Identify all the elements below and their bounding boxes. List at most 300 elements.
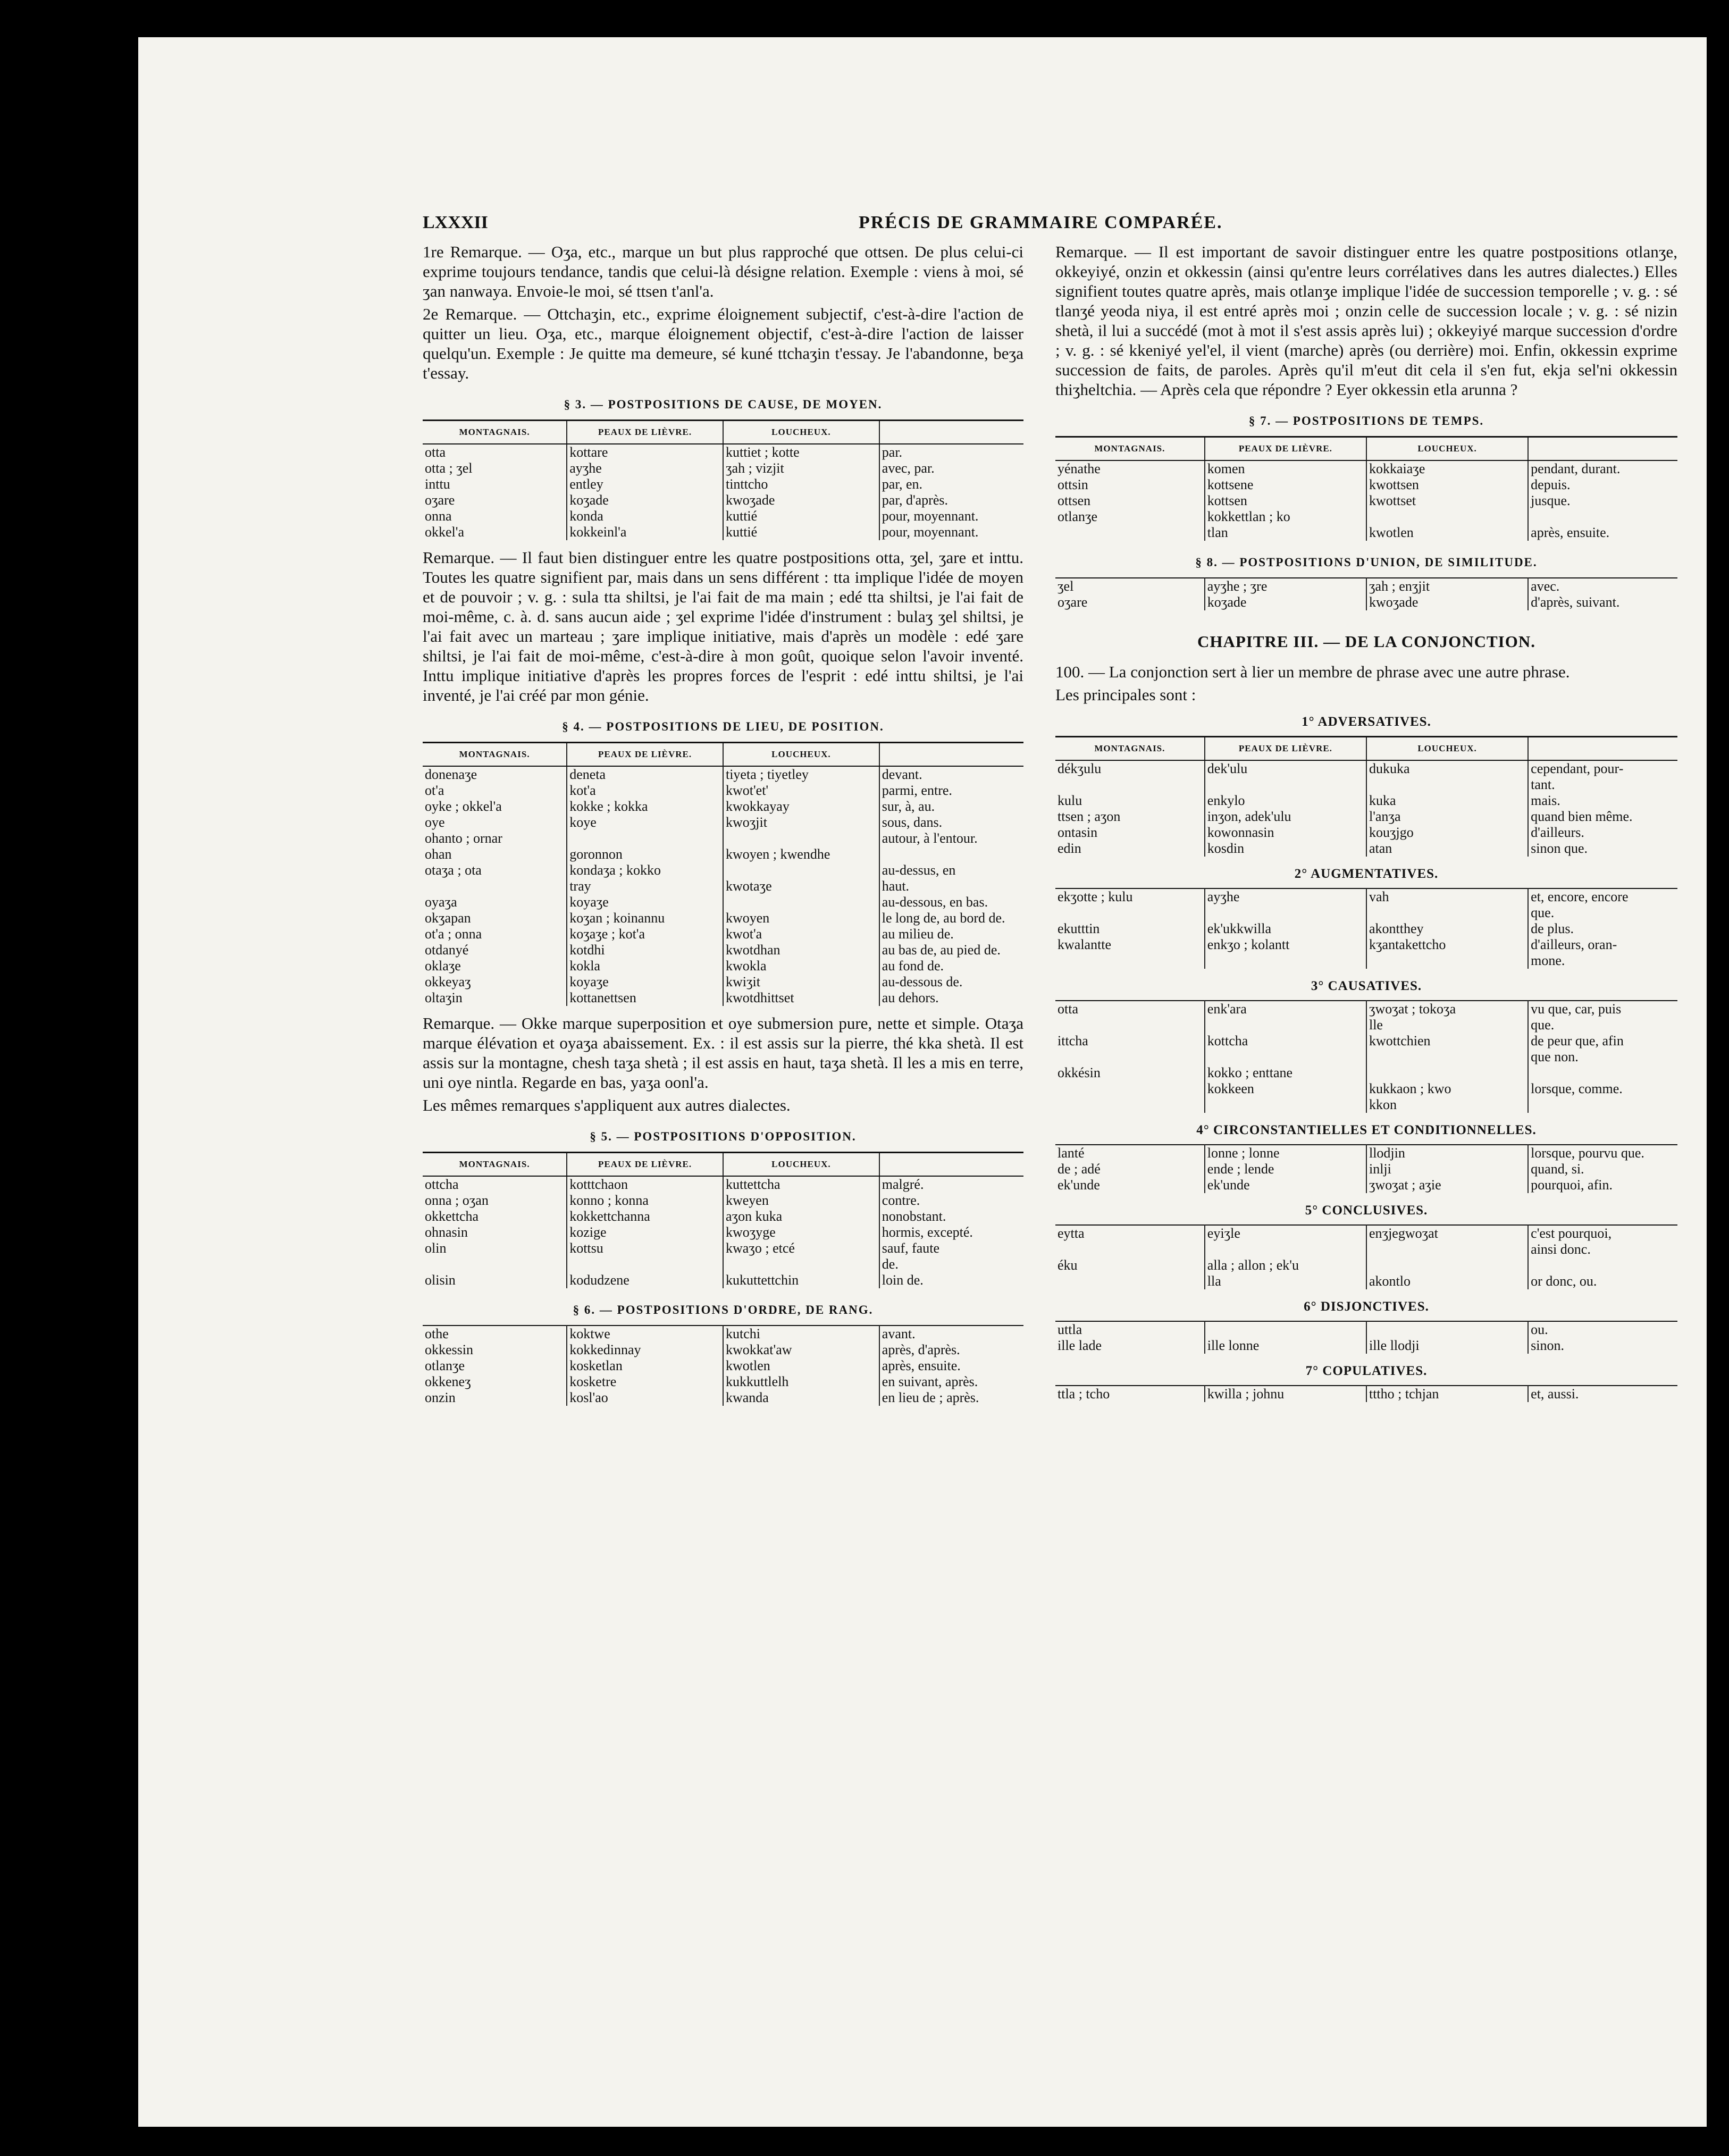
table-cell: kottsene	[1205, 477, 1366, 493]
table-cell: ʒah ; enʒjit	[1366, 578, 1528, 594]
table-cell: kodudzene	[567, 1272, 723, 1288]
sub-disjonctives: 6° DISJONCTIVES.	[1304, 1299, 1429, 1314]
table-cell: kwotlen	[723, 1358, 879, 1374]
table-cell: kuttettcha	[723, 1176, 879, 1193]
table-row	[423, 974, 1023, 990]
table-row	[1055, 460, 1677, 477]
table-cell: ittcha	[1057, 1033, 1088, 1048]
table-cell: kuttiet ; kotte	[723, 444, 879, 460]
table-row	[1055, 1001, 1677, 1017]
table-cell: komen	[1205, 460, 1366, 477]
chapter-heading: CHAPITRE III. — DE LA CONJONCTION.	[1197, 632, 1535, 651]
table-cell: akontthey	[1366, 921, 1528, 937]
section-4-heading: § 4. — POSTPOSITIONS DE LIEU, DE POSITION.	[562, 720, 884, 733]
column-header	[1528, 437, 1677, 461]
table-cell: malgré.	[879, 1176, 1023, 1193]
table-row	[1055, 1065, 1677, 1081]
table-cell: avec.	[1528, 578, 1677, 594]
table-row	[1055, 493, 1677, 509]
table-cell: de plus.	[1528, 921, 1677, 937]
table-cell: devant.	[879, 766, 1023, 783]
column-header: LOUCHEUX.	[723, 1153, 879, 1177]
table-cell: otta	[1057, 1001, 1078, 1017]
table-cell: ille lonne	[1205, 1338, 1366, 1354]
table-cell: kotttchaon	[567, 1176, 723, 1193]
column-header: MONTAGNAIS.	[423, 421, 567, 444]
table-cell: kokkedinnay	[567, 1342, 723, 1358]
table-row	[423, 476, 1023, 492]
table-cell: éku	[1057, 1257, 1078, 1273]
table-cell: tinttcho	[723, 476, 879, 492]
table-row	[1055, 1225, 1677, 1241]
table-cell: dékʒulu	[1057, 761, 1102, 776]
table-cell: sinon que.	[1528, 841, 1677, 857]
table-row	[1055, 1177, 1677, 1193]
table-cell: ekutttin	[1057, 921, 1100, 936]
table-row	[423, 990, 1023, 1006]
table-cell	[423, 878, 567, 894]
table-cell: goronnon	[567, 846, 723, 862]
table-cell	[1366, 953, 1528, 969]
table-cell: lanté	[1057, 1145, 1085, 1161]
table-cell: hormis, excepté.	[879, 1224, 1023, 1240]
table-cell: kukkuttlelh	[723, 1374, 879, 1390]
table-7	[1055, 436, 1677, 541]
table-cell: au-dessous de.	[879, 974, 1023, 990]
table-cell	[567, 830, 723, 846]
table-cell	[1528, 1257, 1677, 1273]
table-row	[423, 799, 1023, 815]
table-row	[423, 926, 1023, 942]
table-row	[1055, 1386, 1677, 1402]
remark-1: 1re Remarque. — Oʒa, etc., marque un but plus rapproché que ottsen. De plus celui-ci exprime toujours tendance, tandis que celui-là désigne relation. Exemple : viens à moi, sé ʒan nanwaya. Envoie-le moi, sé ttsen t'anl'a.	[423, 242, 1023, 300]
table-row	[423, 524, 1023, 540]
table-cell: sous, dans.	[879, 815, 1023, 830]
table-cell	[1055, 905, 1205, 921]
table-cell	[1205, 905, 1366, 921]
table-row	[1055, 905, 1677, 921]
table-cell: kukkaon ; kwo	[1366, 1081, 1528, 1097]
table-cell: tray	[567, 878, 723, 894]
table-cell: kwilla ; johnu	[1205, 1386, 1366, 1402]
table-cell: ille lade	[1057, 1338, 1102, 1353]
table-row	[1055, 1049, 1677, 1065]
table-cell: au dehors.	[879, 990, 1023, 1006]
table-cell	[1205, 953, 1366, 969]
table-cell	[723, 862, 879, 878]
table-5	[423, 1152, 1023, 1288]
table-cell: par, d'après.	[879, 492, 1023, 508]
table-cell	[723, 894, 879, 910]
table-cell	[1205, 777, 1366, 793]
column-header: LOUCHEUX.	[723, 421, 879, 444]
table-cell: en suivant, après.	[879, 1374, 1023, 1390]
table-cell: koʒan ; koinannu	[567, 910, 723, 926]
table-row	[423, 1256, 1023, 1272]
table-cell: enkʒo ; kolantt	[1205, 937, 1366, 953]
table-row	[1055, 1241, 1677, 1257]
table-cell: kottsen	[1205, 493, 1366, 509]
table-row	[423, 492, 1023, 508]
table-cell: avec, par.	[879, 460, 1023, 476]
table-cell: kwokla	[723, 958, 879, 974]
table-row	[1055, 937, 1677, 953]
table-cell: haut.	[879, 878, 1023, 894]
table-cell: ohanto ; ornar	[425, 830, 502, 846]
table-cell: kowonnasin	[1205, 825, 1366, 841]
column-header: LOUCHEUX.	[1366, 737, 1528, 761]
table-cell: othe	[425, 1326, 449, 1341]
table-cell: deneta	[567, 766, 723, 783]
table-cell: lorsque, comme.	[1528, 1081, 1677, 1097]
table-cell: enʒjegwoʒat	[1366, 1225, 1528, 1241]
table-cell: kokkettlan ; ko	[1205, 509, 1366, 525]
table-row	[1055, 1161, 1677, 1177]
table-cell: donenaʒe	[425, 767, 477, 782]
table-cell: otta	[425, 444, 446, 460]
table-cell: lla	[1205, 1273, 1366, 1289]
column-header	[879, 421, 1023, 444]
table-cell: pour, moyennant.	[879, 508, 1023, 524]
table-row	[423, 1272, 1023, 1288]
column-header: PEAUX DE LIÈVRE.	[1205, 437, 1366, 461]
table-cell: enk'ara	[1205, 1001, 1366, 1017]
table-cell: atan	[1366, 841, 1528, 857]
table-cell	[1055, 1049, 1205, 1065]
table-cell: kweyen	[723, 1193, 879, 1209]
table-row	[1055, 1017, 1677, 1033]
table-cell: après, ensuite.	[879, 1358, 1023, 1374]
table-row	[423, 1224, 1023, 1240]
table-row	[423, 910, 1023, 926]
column-header: PEAUX DE LIÈVRE.	[1205, 737, 1366, 761]
table-cell: ot'a	[425, 783, 444, 798]
table-cell	[1205, 1049, 1366, 1065]
table-row	[1055, 594, 1677, 610]
page-title: PRÉCIS DE GRAMMAIRE COMPARÉE.	[859, 213, 1223, 232]
table-cell	[723, 1256, 879, 1272]
table-circonstantielles	[1055, 1144, 1677, 1193]
table-cell: avant.	[879, 1326, 1023, 1342]
table-row	[1055, 1145, 1677, 1161]
table-cell: au fond de.	[879, 958, 1023, 974]
sub-copulatives: 7° COPULATIVES.	[1305, 1364, 1428, 1378]
table-cell: kwiʒit	[723, 974, 879, 990]
table-cell: loin de.	[879, 1272, 1023, 1288]
table-cell: onna ; oʒan	[425, 1193, 489, 1208]
table-row	[423, 1358, 1023, 1374]
table-cell: kotdhi	[567, 942, 723, 958]
table-row	[423, 1209, 1023, 1224]
table-cell: kottcha	[1205, 1033, 1366, 1049]
table-cell: d'après, suivant.	[1528, 594, 1677, 610]
table-cell: kwotlen	[1366, 525, 1528, 541]
table-cell: kwottsen	[1366, 477, 1528, 493]
table-cell: konno ; konna	[567, 1193, 723, 1209]
sub-circonstantielles: 4° CIRCONSTANTIELLES ET CONDITIONNELLES.	[1196, 1123, 1537, 1137]
table-cell: kottsu	[567, 1240, 723, 1256]
table-adversatives	[1055, 736, 1677, 857]
table-cell: kosketre	[567, 1374, 723, 1390]
table-cell: quand, si.	[1528, 1161, 1677, 1177]
table-row	[423, 1390, 1023, 1406]
table-cell: tlan	[1205, 525, 1366, 541]
table-cell: kwotdhan	[723, 942, 879, 958]
table-row	[1055, 793, 1677, 809]
table-row	[1055, 777, 1677, 793]
table-cell: en lieu de ; après.	[879, 1390, 1023, 1406]
table-disjonctives	[1055, 1321, 1677, 1354]
table-cell: pour, moyennant.	[879, 524, 1023, 540]
table-row	[1055, 953, 1677, 969]
table-header-row	[423, 1153, 1023, 1177]
table-cell: oʒare	[1057, 594, 1088, 610]
remark-4b: Les mêmes remarques s'appliquent aux autres dialectes.	[423, 1096, 791, 1114]
table-6	[423, 1325, 1023, 1406]
table-augmentatives	[1055, 888, 1677, 969]
table-cell: par.	[879, 444, 1023, 460]
table-row	[1055, 578, 1677, 594]
table-cell: oyaʒa	[425, 894, 457, 910]
table-cell: kokkeen	[1205, 1081, 1366, 1097]
table-cell: ʒwoʒat ; aʒie	[1366, 1177, 1528, 1193]
table-cell: kwot'et'	[723, 783, 879, 799]
table-cell: de peur que, afin	[1528, 1033, 1677, 1049]
table-row	[423, 862, 1023, 878]
table-cell: vah	[1366, 888, 1528, 905]
table-cell: okkésin	[1057, 1065, 1101, 1080]
table-row	[423, 815, 1023, 830]
column-header: MONTAGNAIS.	[1055, 737, 1205, 761]
table-cell: ʒwoʒat ; tokoʒa	[1366, 1001, 1528, 1017]
table-row	[423, 1374, 1023, 1390]
table-cell: kwoʒyge	[723, 1224, 879, 1240]
table-cell: pendant, durant.	[1528, 460, 1677, 477]
table-cell: par, en.	[879, 476, 1023, 492]
table-cell: et, encore, encore	[1528, 888, 1677, 905]
table-cell: oklaʒe	[425, 958, 461, 974]
table-cell: kwoʒade	[1366, 594, 1528, 610]
table-cell: kuttié	[723, 508, 879, 524]
table-row	[423, 783, 1023, 799]
table-cell: de ; adé	[1057, 1161, 1101, 1177]
table-cell: ʒel	[1057, 578, 1074, 594]
table-cell	[1205, 1097, 1366, 1113]
chapter-intro: 100. — La conjonction sert à lier un membre de phrase avec une autre phrase.	[1055, 662, 1570, 681]
table-cell: kwottset	[1366, 493, 1528, 509]
table-cell: kouʒjgo	[1366, 825, 1528, 841]
table-cell	[1528, 509, 1677, 525]
table-cell: kosl'ao	[567, 1390, 723, 1406]
table-cell: okkettcha	[425, 1209, 479, 1224]
table-cell: kwalantte	[1057, 937, 1112, 952]
table-cell: vu que, car, puis	[1528, 1001, 1677, 1017]
table-cell: depuis.	[1528, 477, 1677, 493]
table-cell: kuka	[1366, 793, 1528, 809]
table-cell: tiyeta ; tiyetley	[723, 766, 879, 783]
table-cell: kosdin	[1205, 841, 1366, 857]
table-cell: ek'unde	[1057, 1177, 1100, 1193]
table-row	[423, 846, 1023, 862]
table-header-row	[1055, 737, 1677, 761]
sub-augmentatives: 2° AUGMENTATIVES.	[1294, 867, 1439, 881]
table-cell: okkel'a	[425, 524, 464, 540]
table-cell: ille llodji	[1366, 1338, 1528, 1354]
table-cell: okkessin	[425, 1342, 473, 1357]
table-cell	[1528, 1065, 1677, 1081]
table-cell: akontlo	[1366, 1273, 1528, 1289]
table-row	[1055, 760, 1677, 777]
table-cell	[567, 1256, 723, 1272]
table-cell: oʒare	[425, 492, 455, 508]
table-cell: au bas de, au pied de.	[879, 942, 1023, 958]
table-cell: kwotdhittset	[723, 990, 879, 1006]
sub-adversatives: 1° ADVERSATIVES.	[1302, 715, 1431, 729]
table-row	[1055, 1257, 1677, 1273]
table-cell	[1366, 1065, 1528, 1081]
remark-5: Remarque. — Il est important de savoir distinguer entre les quatre postpositions otlanʒe, okkeyiyé, onzin et okkessin (ainsi qu'entre leurs corrélatives dans les autres dialectes.) Elles signifient toutes quatre après, mais otlanʒe implique l'idée de succession temporelle ; v. g. : sé tlanʒé yeoda niya, il est entré après moi ; onzin celle de succession locale ; v. g. : sé nizin shetà, il lui a succédé (mot à mot il s'est assis après lui) ; okkeyiyé marque succession d'ordre ; v. g. : sé kkeniyé yel'el, il vient (marche) après (ou derrière) moi. Enfin, okkessin exprime succession de faits, de paroles. Après qu'il m'eut dit cela il s'en fut, ekja sel'ni okkessin thiʒheltchia. — Après cela que répondre ? Eyer okkessin etla arunna ?	[1055, 242, 1677, 399]
table-cell: kulu	[1057, 793, 1082, 808]
table-cell: jusque.	[1528, 493, 1677, 509]
table-cell: entley	[567, 476, 723, 492]
table-cell: kosketlan	[567, 1358, 723, 1374]
table-cell: yénathe	[1057, 461, 1101, 476]
table-cell: kkon	[1366, 1097, 1528, 1113]
table-cell: ainsi donc.	[1528, 1241, 1677, 1257]
table-cell: sinon.	[1528, 1338, 1677, 1354]
sub-conclusives: 5° CONCLUSIVES.	[1305, 1203, 1428, 1218]
table-row	[1055, 809, 1677, 825]
table-cell: et, aussi.	[1528, 1386, 1677, 1402]
table-row	[1055, 921, 1677, 937]
table-cell: kozige	[567, 1224, 723, 1240]
table-cell: koyaʒe	[567, 894, 723, 910]
chapter-intro-2: Les principales sont :	[1055, 685, 1196, 704]
table-cell: kwoyen	[723, 910, 879, 926]
column-header: LOUCHEUX.	[1366, 437, 1528, 461]
table-cell: inlji	[1366, 1161, 1528, 1177]
table-cell	[1055, 1241, 1205, 1257]
table-cell: ek'ukkwilla	[1205, 921, 1366, 937]
table-cell: que non.	[1528, 1049, 1677, 1065]
table-cell: kwoyen ; kwendhe	[723, 846, 879, 862]
table-cell: ayʒhe ; ʒre	[1205, 578, 1366, 594]
table-row	[423, 508, 1023, 524]
table-cell: tant.	[1528, 777, 1677, 793]
table-header-row	[1055, 437, 1677, 461]
table-cell: otlanʒe	[1057, 509, 1098, 524]
column-header: MONTAGNAIS.	[423, 1153, 567, 1177]
table-cell: ende ; lende	[1205, 1161, 1366, 1177]
table-row	[423, 1193, 1023, 1209]
table-cell: kwanda	[723, 1390, 879, 1406]
table-cell: oltaʒin	[425, 990, 463, 1005]
table-cell: koʒaʒe ; kot'a	[567, 926, 723, 942]
table-header-row	[423, 421, 1023, 444]
table-cell: ottsen	[1057, 493, 1091, 508]
table-cell: kwoʒjit	[723, 815, 879, 830]
table-8	[1055, 577, 1677, 610]
table-cell: kwokkat'aw	[723, 1342, 879, 1358]
table-cell: kokke ; kokka	[567, 799, 723, 815]
table-3	[423, 420, 1023, 540]
table-cell: sauf, faute	[879, 1240, 1023, 1256]
table-cell: ʒah ; vizjit	[723, 460, 879, 476]
table-cell: kokkeinl'a	[567, 524, 723, 540]
table-cell: l'anʒa	[1366, 809, 1528, 825]
table-cell: konda	[567, 508, 723, 524]
table-copulatives	[1055, 1385, 1677, 1402]
table-cell: ttla ; tcho	[1057, 1386, 1110, 1402]
sub-causatives: 3° CAUSATIVES.	[1311, 979, 1422, 993]
table-row	[423, 1326, 1023, 1342]
table-cell: kwaʒo ; etcé	[723, 1240, 879, 1256]
table-row	[1055, 825, 1677, 841]
table-cell: dukuka	[1366, 760, 1528, 777]
table-cell: edin	[1057, 841, 1081, 856]
table-cell	[879, 846, 1023, 862]
table-row	[1055, 1097, 1677, 1113]
table-cell: au-dessous, en bas.	[879, 894, 1023, 910]
table-cell: koʒade	[567, 492, 723, 508]
column-header: LOUCHEUX.	[723, 743, 879, 767]
table-cell: ohan	[425, 846, 452, 862]
table-cell: kutchi	[723, 1326, 879, 1342]
table-row	[423, 444, 1023, 460]
column-header: MONTAGNAIS.	[423, 743, 567, 767]
table-cell: que.	[1528, 905, 1677, 921]
table-cell: kukuttettchin	[723, 1272, 879, 1288]
table-row	[1055, 525, 1677, 541]
table-cell: ottsin	[1057, 477, 1088, 492]
table-cell: kuttié	[723, 524, 879, 540]
table-cell	[1055, 525, 1205, 541]
table-cell: sur, à, au.	[879, 799, 1023, 815]
table-cell: lle	[1366, 1017, 1528, 1033]
table-cell: lorsque, pourvu que.	[1528, 1145, 1677, 1161]
remark-4: Remarque. — Okke marque superposition et oye submersion pure, nette et simple. Otaʒa marque élévation et oyaʒa abaissement. Ex. : il est assis sur la pierre, thé kka shetà. Il est assis sur la montagne, chesh taʒa shetà ; il est assis en haut, taʒa shetà. Il les a mis en terre, uni oye nintla. Regarde en bas, yaʒa oonl'a.	[423, 1014, 1023, 1092]
table-row	[423, 894, 1023, 910]
table-cell: kʒantakettcho	[1366, 937, 1528, 953]
table-cell: kottare	[567, 444, 723, 460]
table-cell: kondaʒa ; kokko	[567, 862, 723, 878]
remark-2: 2e Remarque. — Ottchaʒin, etc., exprime éloignement subjectif, c'est-à-dire l'action de quitter un lieu. Oʒa, etc., marque éloignement objectif, c'est-à-dire l'action de laisser quelqu'un. Exemple : Je quitte ma demeure, sé kuné ttchaʒin t'essay. Je l'abandonne, beʒa t'essay.	[423, 305, 1023, 382]
table-cell	[1366, 1241, 1528, 1257]
table-cell	[423, 1256, 567, 1272]
table-cell: oyke ; okkel'a	[425, 799, 502, 814]
table-cell: ek'unde	[1205, 1177, 1366, 1193]
table-cell: koʒade	[1205, 594, 1366, 610]
table-cell	[1055, 1017, 1205, 1033]
table-row	[1055, 1338, 1677, 1354]
table-cell: onzin	[425, 1390, 456, 1405]
table-cell: okkeneʒ	[425, 1374, 471, 1389]
table-header-row	[423, 743, 1023, 767]
table-row	[1055, 1273, 1677, 1289]
column-header: PEAUX DE LIÈVRE.	[567, 1153, 723, 1177]
table-cell: le long de, au bord de.	[879, 910, 1023, 926]
table-cell	[1205, 1241, 1366, 1257]
table-row	[423, 1342, 1023, 1358]
column-header	[879, 1153, 1023, 1177]
table-cell	[1205, 1321, 1366, 1338]
table-cell: eytta	[1057, 1226, 1085, 1241]
column-header: MONTAGNAIS.	[1055, 437, 1205, 461]
table-cell: alla ; allon ; ek'u	[1205, 1257, 1366, 1273]
table-cell: kottanettsen	[567, 990, 723, 1006]
table-cell	[1055, 1081, 1205, 1097]
table-cell: inʒon, adek'ulu	[1205, 809, 1366, 825]
